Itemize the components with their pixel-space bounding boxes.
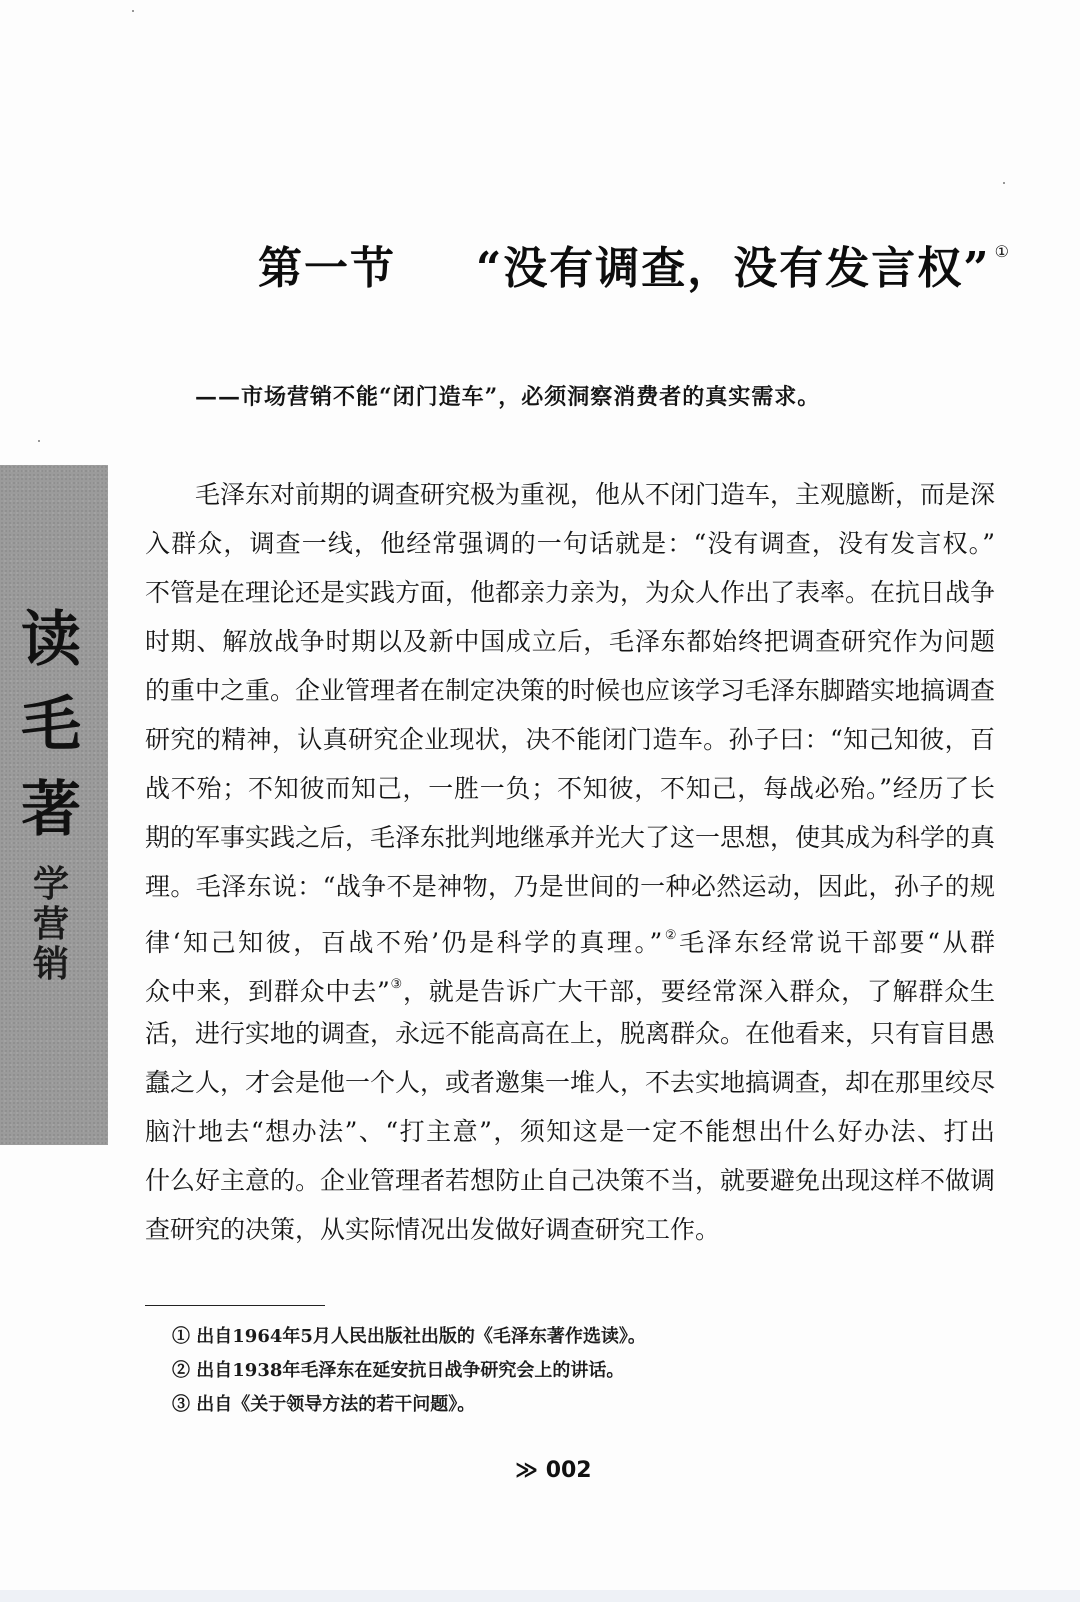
paragraph-line xyxy=(145,960,995,1009)
paragraph-line: 的重中之重。企业管理者在制定决策的时候也应该学习毛泽东脚踏实地搞调查 xyxy=(145,676,996,705)
paragraph-line: 脑汁地去“想办法”、“打主意”，须知这是一定不能想出什么好办法、打出 xyxy=(145,1117,995,1146)
paragraph-line: 毛泽东对前期的调查研究极为重视，他从不闭门造车，主观臆断，而是深 xyxy=(195,480,996,509)
line-segment: 律‘知己知彼，百战不殆’仍是科学的真理。” xyxy=(145,928,663,957)
paragraph-line: 蠢之人，才会是他一个人，或者邀集一堆人，不去实地搞调查，却在那里绞尽 xyxy=(145,1068,996,1097)
line-segment: ，就是告诉广大干部，要经常深入群众，了解群众生 xyxy=(402,977,995,1006)
side-tab xyxy=(0,465,108,1145)
page-number: ≫ 002 xyxy=(515,1458,592,1483)
paragraph-line: 时期、解放战争时期以及新中国成立后，毛泽东都始终把调查研究作为问题 xyxy=(145,627,995,656)
paragraph-line: 查研究的决策，从实际情况出发做好调查研究工作。 xyxy=(145,1215,721,1244)
line-segment: 毛泽东经常说干部要“从群 xyxy=(679,928,995,957)
section-subtitle: ——市场营销不能“闭门造车”，必须洞察消费者的真实需求。 xyxy=(195,384,821,410)
paragraph-line: 什么好主意的。企业管理者若想防止自己决策不当，就要避免出现这样不做调 xyxy=(145,1166,996,1195)
paragraph-line: 入群众，调查一线，他经常强调的一句话就是：“没有调查，没有发言权。” xyxy=(145,529,995,558)
section-title xyxy=(258,232,1011,302)
footnote-mark: ① xyxy=(994,242,1011,261)
footnote: ② 出自1938年毛泽东在延安抗日战争研究会上的讲话。 xyxy=(172,1360,625,1381)
footnote: ③ 出自《关于领导方法的若干问题》。 xyxy=(172,1394,476,1415)
paragraph-line: 研究的精神，认真研究企业现状，决不能闭门造车。孙子曰：“知己知彼，百 xyxy=(145,725,995,754)
section-label: 第一节 xyxy=(258,243,396,294)
section-title-text: “没有调查，没有发言权” xyxy=(476,243,991,294)
line-segment: 众中来，到群众中去” xyxy=(145,977,390,1006)
scan-speck xyxy=(1003,182,1005,184)
side-tab-small-char: 学 xyxy=(32,864,69,905)
side-tab-char: 毛 xyxy=(21,690,81,760)
footnote: ① 出自1964年5月人民出版社出版的《毛泽东著作选读》。 xyxy=(172,1326,646,1347)
paragraph-line: 理。毛泽东说：“战争不是神物，乃是世间的一种必然运动，因此，孙子的规 xyxy=(145,872,995,901)
side-tab-small-char: 营 xyxy=(32,904,69,945)
paragraph-line xyxy=(145,911,995,960)
paragraph-line: 不管是在理论还是实践方面，他都亲力亲为，为众人作出了表率。在抗日战争 xyxy=(145,578,996,607)
scan-speck xyxy=(132,10,134,12)
side-tab-char: 著 xyxy=(21,775,81,845)
paragraph-line: 战不殆；不知彼而知己，一胜一负；不知彼，不知己，每战必殆。”经历了长 xyxy=(145,774,995,803)
body-paragraph xyxy=(145,470,995,1254)
scan-speck xyxy=(38,440,40,442)
footnote-mark: ③ xyxy=(389,977,403,992)
bottom-strip xyxy=(0,1590,1080,1602)
side-tab-small-char: 销 xyxy=(32,944,69,985)
footnote-divider xyxy=(145,1305,325,1306)
footnote-mark: ② xyxy=(662,928,680,943)
footnotes xyxy=(172,1320,646,1422)
paragraph-line: 期的军事实践之后，毛泽东批判地继承并光大了这一思想，使其成为科学的真 xyxy=(145,823,996,852)
side-tab-char: 读 xyxy=(21,605,81,675)
paragraph-line: 活，进行实地的调查，永远不能高高在上，脱离群众。在他看来，只有盲目愚 xyxy=(145,1019,996,1048)
